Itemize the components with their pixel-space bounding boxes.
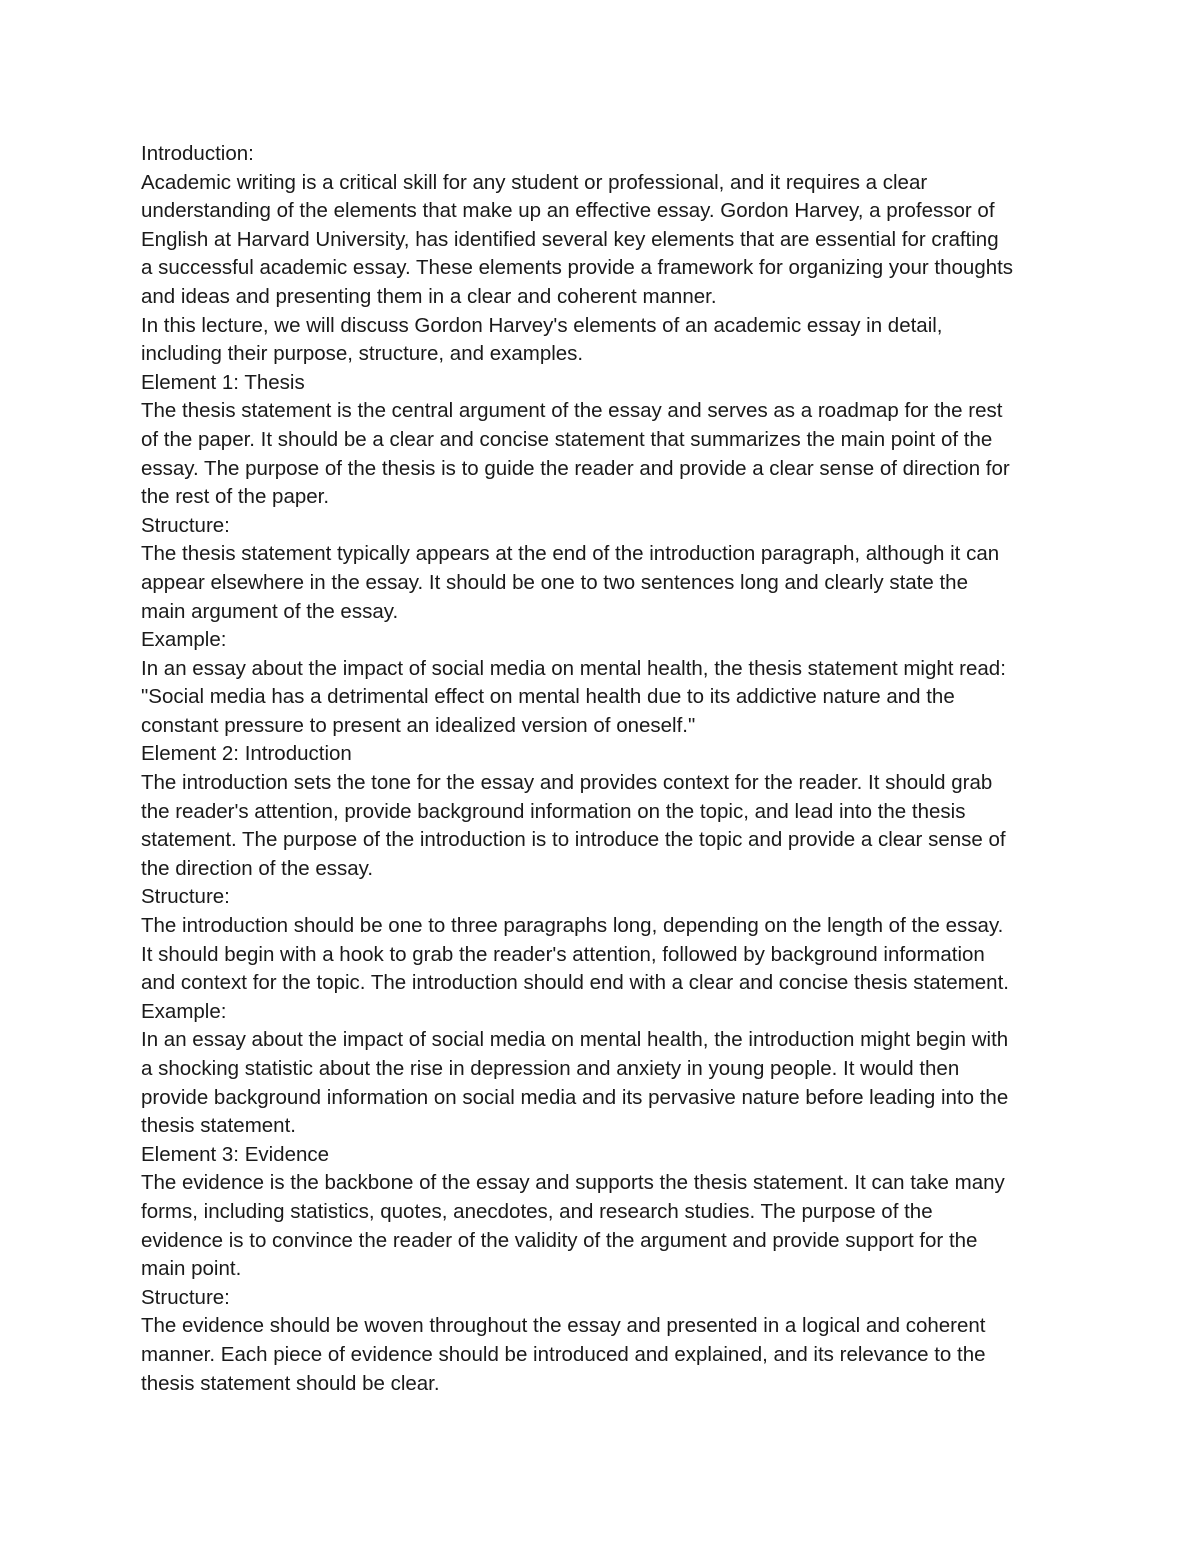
heading-structure: Structure: [141, 513, 230, 537]
text-line: thesis statement. [141, 1114, 296, 1138]
text-line: the direction of the essay. [141, 856, 374, 880]
text-line: a shocking statistic about the rise in depression and anxiety in young people. It would then [141, 1057, 960, 1080]
heading-introduction: Introduction: [141, 142, 254, 165]
text-line: of the paper. It should be a clear and concise statement that summarizes the main point of the [141, 427, 993, 451]
heading-example: Example: [141, 628, 227, 652]
text-line: forms, including statistics, quotes, anecdotes, and research studies. The purpose of the [141, 1199, 933, 1223]
text-line: essay. The purpose of the thesis is to guide the reader and provide a clear sense of direction for [141, 456, 1010, 480]
heading-element-2: Element 2: Introduction [141, 742, 352, 766]
heading-structure: Structure: [141, 885, 230, 909]
text-line: main argument of the essay. [141, 599, 399, 623]
text-line: evidence is to convince the reader of the validity of the argument and provide support for the [141, 1228, 978, 1252]
text-line: thesis statement should be clear. [141, 1371, 440, 1395]
document-body [141, 140, 1071, 1398]
text-line: and context for the topic. The introduction should end with a clear and concise thesis statement. [141, 971, 1009, 995]
text-line: In an essay about the impact of social media on mental health, the thesis statement might read: [141, 656, 1006, 680]
text-line: The thesis statement is the central argument of the essay and serves as a roadmap for the rest [141, 399, 1003, 423]
text-line: the reader's attention, provide background information on the topic, and lead into the thesis [141, 799, 966, 823]
text-line: "Social media has a detrimental effect on mental health due to its addictive nature and the [141, 685, 955, 709]
heading-example: Example: [141, 999, 227, 1023]
text-line: In this lecture, we will discuss Gordon Harvey's elements of an academic essay in detail, [141, 313, 943, 337]
text-line: main point. [141, 1257, 242, 1281]
text-line: and ideas and presenting them in a clear and coherent manner. [141, 284, 717, 308]
text-line: understanding of the elements that make up an effective essay. Gordon Harvey, a professor of [141, 199, 995, 223]
text-line: Academic writing is a critical skill for any student or professional, and it requires a clear [141, 170, 928, 194]
text-line: English at Harvard University, has identified several key elements that are essential for crafting [141, 227, 999, 251]
text-line: a successful academic essay. These elements provide a framework for organizing your thoughts [141, 256, 1014, 280]
text-line: The thesis statement typically appears at the end of the introduction paragraph, although it can [141, 542, 1000, 566]
text-line: constant pressure to present an idealized version of oneself." [141, 713, 696, 737]
text-line: manner. Each piece of evidence should be introduced and explained, and its relevance to the [141, 1342, 986, 1366]
text-line: In an essay about the impact of social media on mental health, the introduction might begin with [141, 1028, 1009, 1052]
text-line: The introduction sets the tone for the essay and provides context for the reader. It should grab [141, 771, 993, 795]
text-line: including their purpose, structure, and examples. [141, 342, 584, 366]
heading-element-3: Element 3: Evidence [141, 1142, 330, 1166]
text-line: The evidence is the backbone of the essay and supports the thesis statement. It can take many [141, 1171, 1005, 1195]
text-line: provide background information on social media and its pervasive nature before leading into the [141, 1085, 1009, 1109]
text-line: The introduction should be one to three paragraphs long, depending on the length of the essay. [141, 914, 1004, 938]
heading-element-1: Element 1: Thesis [141, 370, 305, 394]
heading-structure: Structure: [141, 1285, 230, 1309]
text-line: statement. The purpose of the introduction is to introduce the topic and provide a clear sense of [141, 828, 1006, 852]
text-line: appear elsewhere in the essay. It should be one to two sentences long and clearly state the [141, 570, 968, 594]
text-line: the rest of the paper. [141, 485, 330, 509]
text-line: It should begin with a hook to grab the reader's attention, followed by background information [141, 942, 985, 966]
text-line: The evidence should be woven throughout the essay and presented in a logical and coherent [141, 1314, 986, 1338]
